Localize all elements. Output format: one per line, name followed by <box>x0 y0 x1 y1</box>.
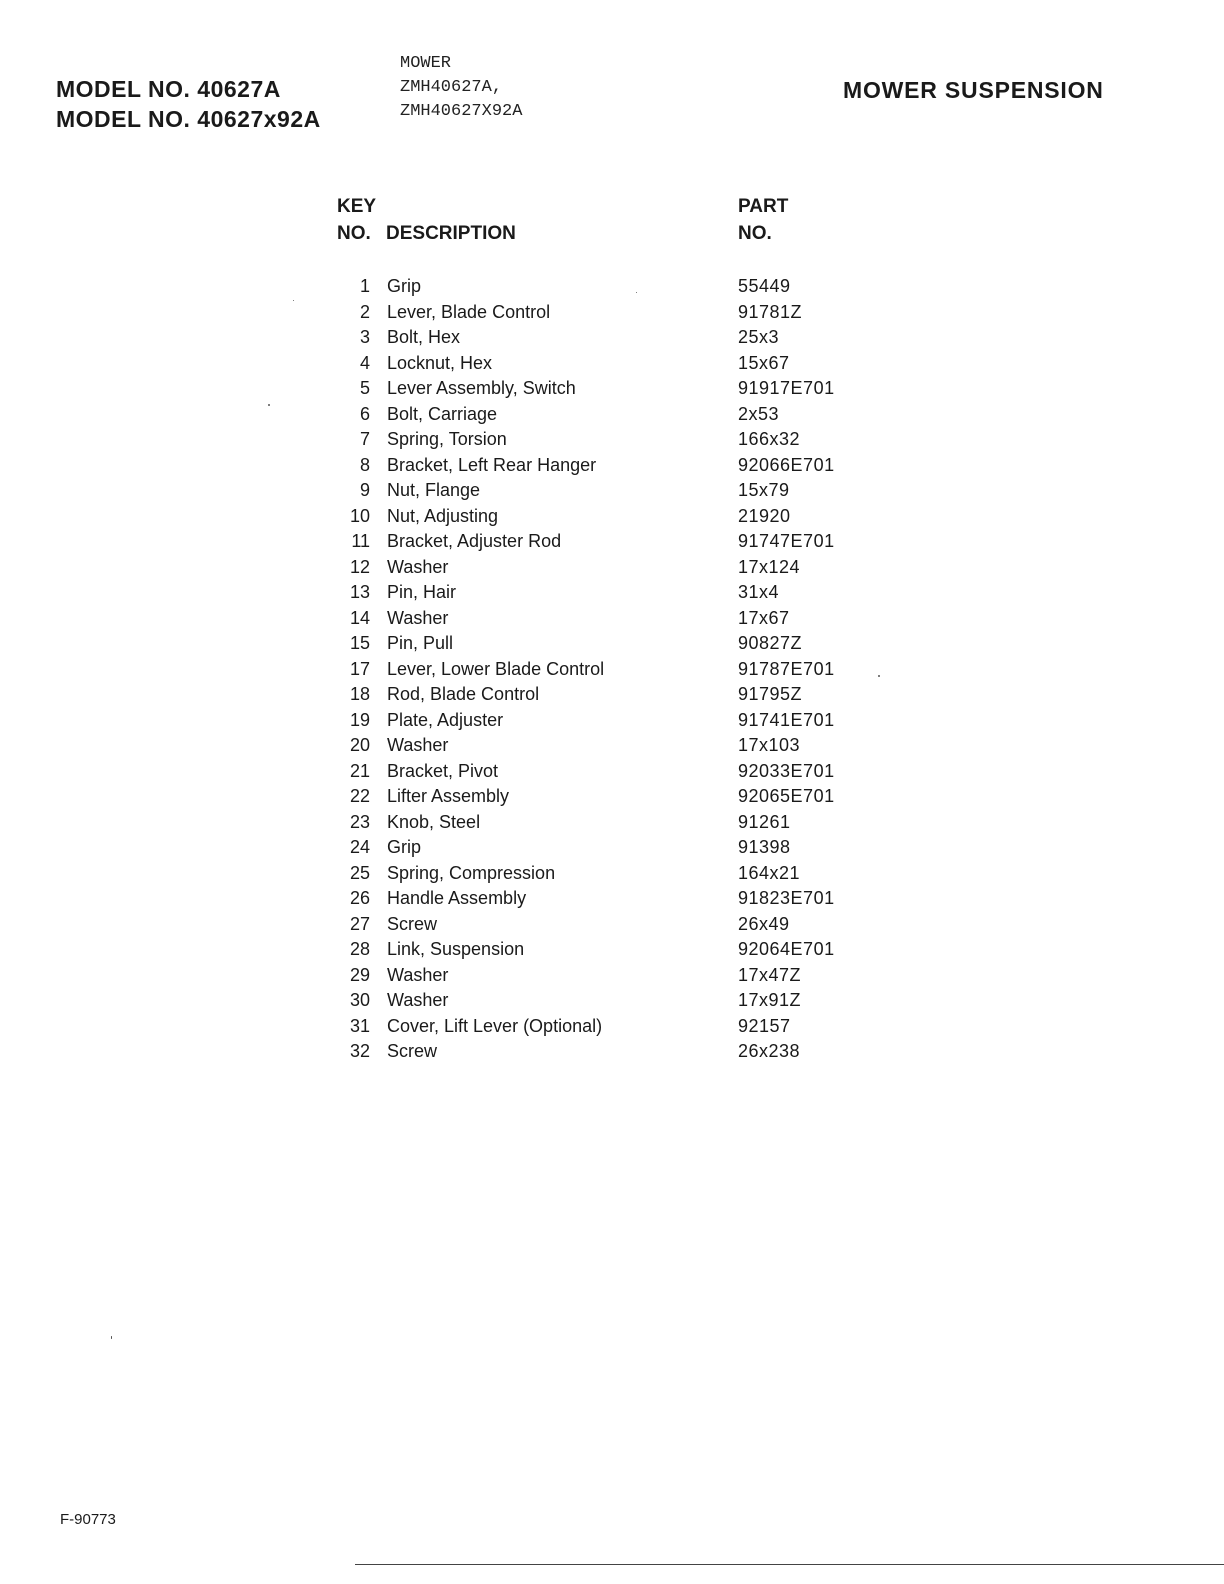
description-cell: Bracket, Pivot <box>387 760 499 781</box>
part-no-cell: 91917E701 <box>738 378 835 398</box>
part-no-cell: 90827Z <box>738 633 803 653</box>
table-row <box>337 886 897 912</box>
key-cell: 13 <box>349 582 370 602</box>
table-row <box>337 402 897 428</box>
scan-speck <box>878 675 880 677</box>
key-cell: 11 <box>351 531 370 551</box>
part-no-cell: 92065E701 <box>738 786 835 806</box>
table-row <box>337 733 897 759</box>
description-cell: Spring, Compression <box>387 862 556 883</box>
table-row <box>337 963 897 989</box>
description-cell: Lever, Lower Blade Control <box>387 658 605 679</box>
key-no-header: NO. <box>337 223 371 244</box>
key-cell: 22 <box>349 786 370 806</box>
part-no-cell: 2x53 <box>738 403 780 424</box>
model-number-line-1: MODEL NO. 40627A <box>56 76 281 102</box>
key-cell: 21 <box>349 760 370 781</box>
key-cell: 14 <box>349 607 370 628</box>
table-row <box>337 1014 897 1040</box>
table-row <box>337 478 897 504</box>
table-row <box>337 682 897 708</box>
table-row <box>337 529 897 555</box>
part-no-cell: 17x124 <box>738 556 801 577</box>
table-row <box>337 453 897 479</box>
description-cell: Screw <box>387 913 438 934</box>
description-cell: Locknut, Hex <box>387 352 493 373</box>
key-cell: 29 <box>349 964 370 985</box>
table-row <box>337 300 897 326</box>
part-no-cell: 91747E701 <box>738 531 835 551</box>
part-no-cell: 26x238 <box>738 1041 801 1061</box>
part-no-cell: 91823E701 <box>738 888 835 908</box>
mower-model-1: ZMH40627A, <box>400 78 503 97</box>
description-cell: Washer <box>387 964 449 985</box>
key-cell: 12 <box>349 556 370 577</box>
model-number-line-2: MODEL NO. 40627x92A <box>56 106 321 132</box>
key-cell: 27 <box>349 913 370 934</box>
table-row <box>337 631 897 657</box>
part-no-cell: 26x49 <box>738 913 790 934</box>
description-cell: Screw <box>387 1041 438 1061</box>
key-cell: 10 <box>349 505 370 526</box>
description-cell: Lifter Assembly <box>387 786 510 806</box>
key-cell: 32 <box>349 1041 370 1061</box>
table-row <box>337 504 897 530</box>
description-header: DESCRIPTION <box>386 223 516 244</box>
table-row <box>337 606 897 632</box>
part-no-cell: 91787E701 <box>738 658 835 679</box>
part-no-cell: 15x79 <box>738 480 790 500</box>
part-no-cell: 31x4 <box>738 582 780 602</box>
scan-speck <box>268 404 270 406</box>
description-cell: Washer <box>387 607 449 628</box>
key-cell: 24 <box>349 837 370 857</box>
key-cell: 4 <box>359 352 370 373</box>
table-row <box>337 1039 897 1065</box>
description-cell: Rod, Blade Control <box>387 684 540 704</box>
table-row <box>337 657 897 683</box>
table-row <box>337 555 897 581</box>
part-no-cell: 17x103 <box>738 735 801 755</box>
table-row <box>337 325 897 351</box>
part-no-cell: 17x47Z <box>738 964 802 985</box>
description-cell: Washer <box>387 556 449 577</box>
part-no-cell: 164x21 <box>738 862 801 883</box>
part-no-cell: 92157 <box>738 1015 791 1036</box>
part-no-cell: 91795Z <box>738 684 803 704</box>
part-no-cell: 91741E701 <box>738 709 835 730</box>
description-cell: Handle Assembly <box>387 888 527 908</box>
key-cell: 1 <box>359 276 370 296</box>
part-no-cell: 17x67 <box>738 607 790 628</box>
description-cell: Grip <box>387 276 422 296</box>
part-no-cell: 55449 <box>738 276 791 296</box>
part-no-cell: 91261 <box>738 811 791 832</box>
scan-speck <box>293 300 294 301</box>
key-cell: 28 <box>349 939 370 959</box>
table-row <box>337 274 897 300</box>
description-cell: Bracket, Adjuster Rod <box>387 531 562 551</box>
key-cell: 15 <box>349 633 370 653</box>
description-cell: Lever Assembly, Switch <box>387 378 576 398</box>
description-cell: Grip <box>387 837 422 857</box>
part-no-header: NO. <box>738 223 772 244</box>
description-cell: Bracket, Left Rear Hanger <box>387 454 597 475</box>
key-cell: 25 <box>349 862 370 883</box>
part-no-cell: 91781Z <box>738 301 803 322</box>
table-row <box>337 810 897 836</box>
key-header: KEY <box>337 196 377 217</box>
key-cell: 7 <box>359 429 370 449</box>
description-cell: Plate, Adjuster <box>387 709 504 730</box>
table-row <box>337 351 897 377</box>
table-row <box>337 937 897 963</box>
key-cell: 6 <box>359 403 370 424</box>
part-no-cell: 25x3 <box>738 327 780 347</box>
part-no-cell: 92033E701 <box>738 760 835 781</box>
key-cell: 31 <box>349 1015 370 1036</box>
description-cell: Washer <box>387 990 449 1010</box>
description-cell: Spring, Torsion <box>387 429 507 449</box>
description-cell: Knob, Steel <box>387 811 481 832</box>
form-code: F-90773 <box>60 1511 116 1528</box>
description-cell: Lever, Blade Control <box>387 301 551 322</box>
part-header: PART <box>738 196 789 217</box>
part-no-cell: 91398 <box>738 837 791 857</box>
part-no-cell: 92064E701 <box>738 939 835 959</box>
part-no-cell: 17x91Z <box>738 990 802 1010</box>
table-row <box>337 835 897 861</box>
key-cell: 20 <box>349 735 370 755</box>
table-row <box>337 784 897 810</box>
key-cell: 17 <box>349 658 370 679</box>
key-cell: 18 <box>349 684 370 704</box>
table-row <box>337 580 897 606</box>
key-cell: 30 <box>349 990 370 1010</box>
key-cell: 5 <box>359 378 370 398</box>
key-cell: 9 <box>359 480 370 500</box>
key-cell: 2 <box>359 301 370 322</box>
table-row <box>337 988 897 1014</box>
part-no-cell: 21920 <box>738 505 791 526</box>
description-cell: Cover, Lift Lever (Optional) <box>387 1015 603 1036</box>
description-cell: Pin, Pull <box>387 633 454 653</box>
description-cell: Link, Suspension <box>387 939 525 959</box>
part-no-cell: 92066E701 <box>738 454 835 475</box>
table-row <box>337 861 897 887</box>
table-row <box>337 427 897 453</box>
part-no-cell: 15x67 <box>738 352 790 373</box>
table-row <box>337 708 897 734</box>
section-title: MOWER SUSPENSION <box>843 77 1104 103</box>
description-cell: Pin, Hair <box>387 582 457 602</box>
key-cell: 3 <box>359 327 370 347</box>
description-cell: Nut, Adjusting <box>387 505 499 526</box>
key-cell: 23 <box>349 811 370 832</box>
key-cell: 26 <box>349 888 370 908</box>
bottom-rule <box>355 1564 1224 1565</box>
description-cell: Bolt, Carriage <box>387 403 498 424</box>
table-row <box>337 376 897 402</box>
key-cell: 19 <box>349 709 370 730</box>
table-row <box>337 912 897 938</box>
description-cell: Bolt, Hex <box>387 327 461 347</box>
scan-speck <box>636 292 637 293</box>
mower-model-2: ZMH40627X92A <box>400 102 523 121</box>
mower-label: MOWER <box>400 54 452 73</box>
scan-speck <box>111 1336 112 1339</box>
part-no-cell: 166x32 <box>738 429 801 449</box>
description-cell: Washer <box>387 735 449 755</box>
key-cell: 8 <box>359 454 370 475</box>
parts-list <box>337 274 897 1065</box>
description-cell: Nut, Flange <box>387 480 481 500</box>
table-row <box>337 759 897 785</box>
